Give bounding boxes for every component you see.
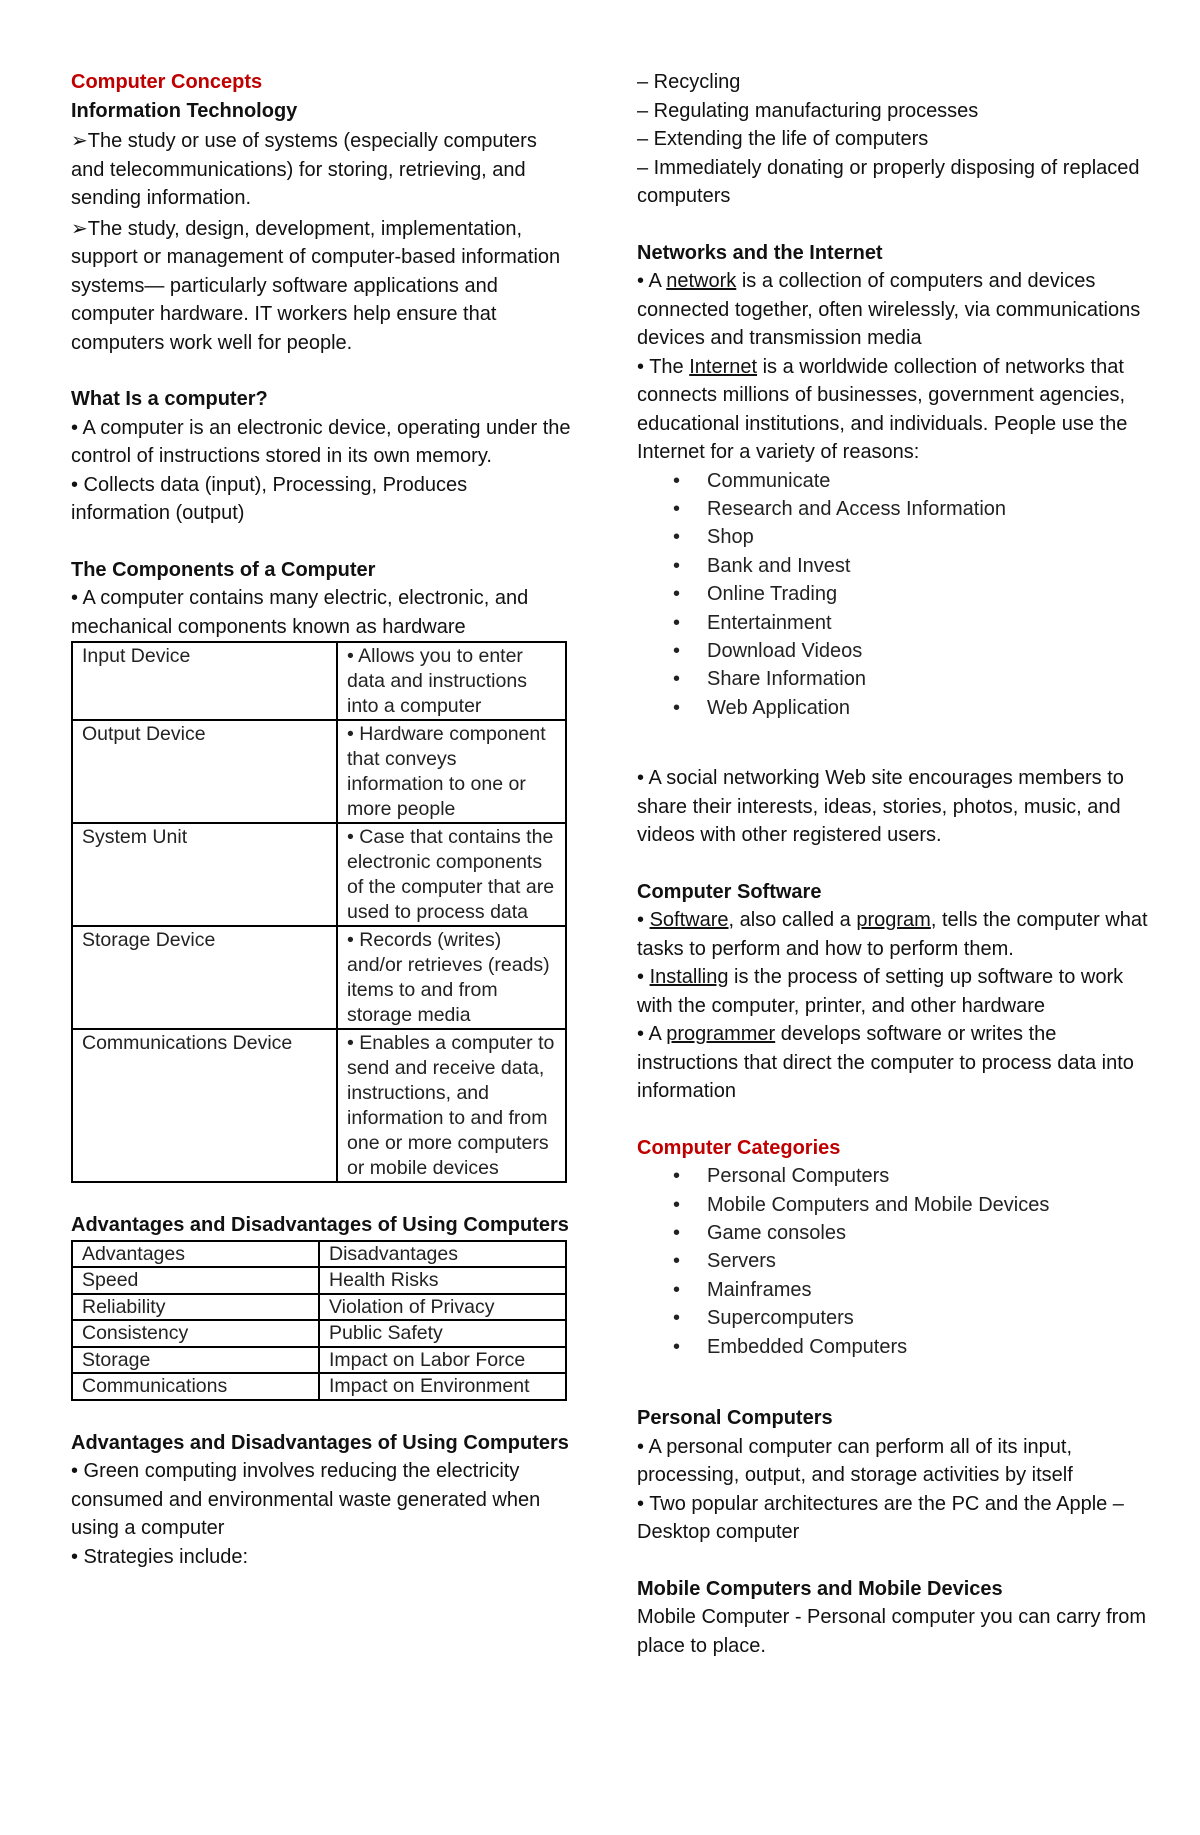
disadvantage-cell: Violation of Privacy [319,1294,566,1321]
advantage-cell: Storage [72,1347,319,1374]
component-description: • Records (writes) and/or retrieves (reads) items to and from storage media [337,926,566,1029]
disadvantage-cell: Impact on Labor Force [319,1347,566,1374]
list-item [637,1276,1157,1304]
advantage-cell: Reliability [72,1294,319,1321]
advantages-row [72,1373,566,1400]
component-name: Communications Device [72,1029,337,1182]
list-item-text: Mobile Computers and Mobile Devices [707,1193,1050,1216]
component-description: • Allows you to enter data and instructions into a computer [337,642,566,720]
list-item [637,1333,1157,1361]
advantages-row [72,1320,566,1347]
green-computing-paragraph: • Green computing involves reducing the electricity consumed and environmental waste generated when using a computer [71,1460,541,1539]
component-name: Input Device [72,642,337,720]
list-item [637,1191,1157,1219]
list-item [637,552,1157,580]
components-heading: The Components of a Computer [71,558,376,581]
list-item [637,495,1157,523]
component-description: • Hardware component that conveys information to one or more people [337,720,566,823]
bullet-icon: • [673,696,681,719]
list-item-text: Bank and Invest [707,554,851,577]
internet-term: Internet [689,355,758,378]
component-name: Storage Device [72,926,337,1029]
list-item [637,467,1157,495]
right-column [637,68,1157,1660]
list-item-text: Download Videos [707,639,863,662]
advantages-row [72,1347,566,1374]
bullet-icon: • [673,668,681,691]
list-item-text: Share Information [707,668,866,691]
software-paragraph-3: • A programmer develops software or writes the instructions that direct the computer to process data into information [637,1023,1134,1103]
bullet-icon: • [673,639,681,662]
list-item [637,1219,1157,1247]
disadvantage-cell: Public Safety [319,1320,566,1347]
personal-computers-heading: Personal Computers [637,1407,833,1429]
advantage-cell: Advantages [72,1241,319,1268]
networks-heading: Networks and the Internet [637,241,883,264]
it-bullet-1: ➢The study or use of systems (especially computers and telecommunications) for storing, retrieving, and sending information. [71,130,537,209]
categories-list [637,1162,1157,1361]
personal-computers-paragraph-1: • A personal computer can perform all of its input, processing, output, and storage activities by itself [637,1435,1073,1486]
bullet-icon: • [673,1165,681,1188]
mobile-paragraph: Mobile Computer - Personal computer you can carry from place to place. [637,1606,1147,1657]
strategy-item: – Extending the life of computers [637,128,929,150]
what-heading: What Is a computer? [71,388,268,410]
bullet-icon: • [673,526,681,549]
network-term: network [666,270,737,292]
list-item [637,1247,1157,1275]
advantages-row [72,1294,566,1321]
disadvantage-cell: Impact on Environment [319,1373,566,1400]
bullet-icon: • [673,611,681,634]
list-item [637,1162,1157,1190]
bullet-icon: • [673,1193,681,1216]
advantages-row [72,1267,566,1294]
component-row [72,1029,566,1182]
components-table [71,641,567,1183]
disadvantage-cell: Disadvantages [319,1241,566,1268]
list-item [637,1304,1157,1332]
advantages-heading: Advantages and Disadvantages of Using Computers [71,1214,569,1236]
it-heading: Information Technology [71,99,298,122]
bullet-icon: • [673,583,681,606]
list-item-text: Online Trading [707,583,838,606]
list-item-text: Servers [707,1250,776,1273]
component-row [72,642,566,720]
list-item [637,637,1157,665]
advantage-cell: Communications [72,1373,319,1400]
doc-title: Computer Concepts [71,71,263,93]
disadvantage-cell: Health Risks [319,1267,566,1294]
component-description: • Enables a computer to send and receive data, instructions, and information to and from one or more computers or mobile devices [337,1029,566,1182]
what-paragraph-1: • A computer is an electronic device, operating under the control of instructions stored in its own memory. [71,416,571,467]
component-row [72,720,566,823]
list-item [637,694,1157,722]
list-item [637,523,1157,551]
list-item-text: Supercomputers [707,1307,854,1330]
component-row [72,926,566,1029]
list-item-text: Communicate [707,469,831,492]
advantage-cell: Consistency [72,1320,319,1347]
list-item-text: Web Application [707,696,851,719]
strategy-item: – Regulating manufacturing processes [637,99,979,122]
bullet-icon: • [673,497,681,520]
software-paragraph-1: • Software, also called a program, tells the computer what tasks to perform and how to perform them. [637,909,1148,960]
list-item [637,609,1157,637]
mobile-heading: Mobile Computers and Mobile Devices [637,1577,1003,1600]
strategy-item: – Recycling [637,71,741,93]
it-bullet-2: ➢The study, design, development, implementation, support or management of computer-based information systems— particularly software applications and computer hardware. IT workers help ensure that computers work well for people. [71,217,561,354]
bullet-icon: • [673,1278,681,1301]
advantage-cell: Speed [72,1267,319,1294]
list-item-text: Entertainment [707,611,832,634]
internet-uses-list [637,467,1157,723]
component-row [72,823,566,926]
left-column [71,68,571,1571]
internet-paragraph: • The Internet is a worldwide collection of networks that connects millions of businesses, government agencies, educational institutions, and individuals. People use the Internet for a variety of reasons: [637,355,1128,463]
personal-computers-paragraph-2: • Two popular architectures are the PC and the Apple – Desktop computer [637,1492,1124,1543]
list-item-text: Personal Computers [707,1165,890,1188]
bullet-icon: • [673,1221,681,1244]
bullet-icon: • [673,469,681,492]
list-item-text: Mainframes [707,1278,812,1301]
advantages-table [71,1240,567,1401]
bullet-icon: • [673,1250,681,1273]
strategies-list [637,68,1157,211]
program-term: program [856,909,931,932]
bullet-icon: • [673,1307,681,1330]
component-description: • Case that contains the electronic components of the computer that are used to process data [337,823,566,926]
programmer-term: programmer [666,1023,776,1046]
network-paragraph: • A network is a collection of computers and devices connected together, often wirelessly, via communications devices and transmission media [637,270,1141,349]
list-item [637,665,1157,693]
component-name: Output Device [72,720,337,823]
strategy-item: – Immediately donating or properly disposing of replaced computers [637,156,1140,207]
list-item-text: Shop [707,526,754,549]
component-name: System Unit [72,823,337,926]
bullet-icon: • [673,554,681,577]
components-intro: • A computer contains many electric, electronic, and mechanical components known as hardware [71,587,529,638]
list-item-text: Research and Access Information [707,497,1007,520]
advantages-header-row [72,1241,566,1268]
social-paragraph: • A social networking Web site encourages members to share their interests, ideas, stories, photos, music, and videos with other registered users. [637,767,1124,847]
categories-heading: Computer Categories [637,1136,841,1159]
software-paragraph-2: • Installing is the process of setting up software to work with the computer, printer, and other hardware [637,966,1124,1017]
bullet-icon: • [673,1335,681,1358]
strategies-label: • Strategies include: [71,1545,249,1568]
advantages-heading-2: Advantages and Disadvantages of Using Computers [71,1431,569,1454]
list-item [637,580,1157,608]
software-heading: Computer Software [637,880,822,903]
software-term: Software [649,909,729,932]
list-item-text: Game consoles [707,1221,846,1244]
installing-term: Installing [649,966,729,989]
list-item-text: Embedded Computers [707,1335,908,1358]
what-paragraph-2: • Collects data (input), Processing, Produces information (output) [71,473,468,524]
